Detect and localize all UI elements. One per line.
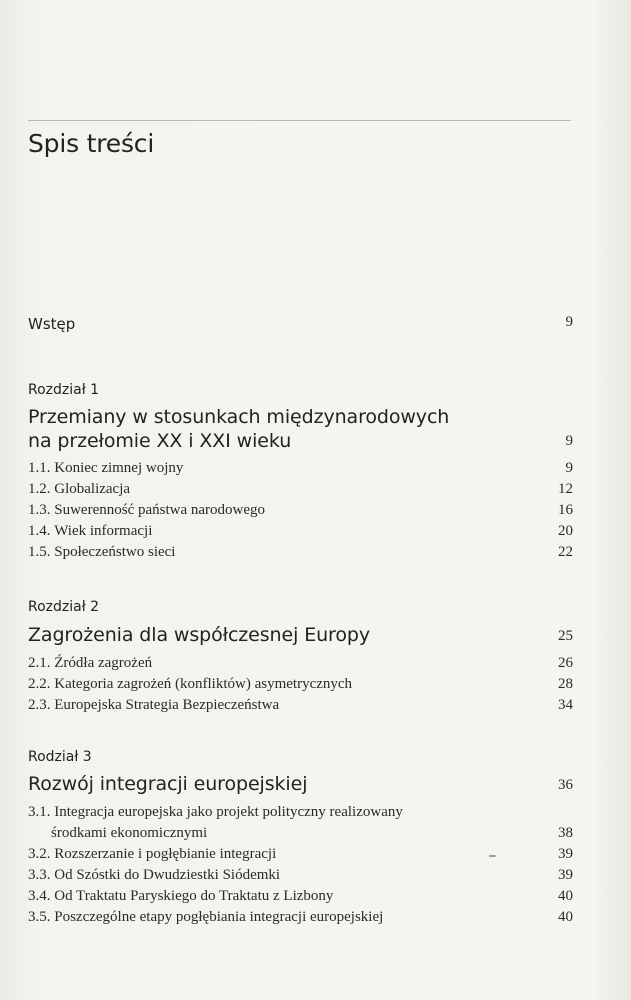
toc-intro-label: Wstęp bbox=[28, 315, 76, 333]
toc-entry-text: Poszczególne etapy pogłębiania integracji europejskiej bbox=[54, 909, 384, 925]
toc-entry-number: 1.5. bbox=[28, 544, 51, 560]
toc-entry-text: Koniec zimnej wojny bbox=[54, 460, 184, 476]
chapter-title-line: Zagrożenia dla współczesnej Europy bbox=[28, 624, 370, 646]
toc-entry-page: 28 bbox=[558, 676, 573, 692]
toc-entry-text: Społeczeństwo sieci bbox=[54, 544, 176, 560]
toc-entry-text: Rozszerzanie i pogłębianie integracji bbox=[54, 846, 277, 862]
chapter-title-line: Przemiany w stosunkach międzynarodowych bbox=[28, 406, 450, 428]
toc-entry-page: 26 bbox=[558, 655, 573, 671]
toc-entry-number: 3.2. bbox=[28, 846, 51, 862]
toc-entry bbox=[28, 502, 265, 519]
toc-entry-number: 2.2. bbox=[28, 676, 51, 692]
toc-entry bbox=[28, 867, 280, 884]
toc-entry bbox=[28, 697, 279, 714]
chapter-page: 25 bbox=[558, 628, 573, 644]
toc-entry-page: 12 bbox=[558, 481, 573, 497]
toc-entry bbox=[28, 804, 403, 821]
toc-entry-number: 1.4. bbox=[28, 523, 51, 539]
toc-entry bbox=[28, 523, 152, 540]
toc-entry-page: 38 bbox=[558, 825, 573, 841]
toc-entry-number: 3.5. bbox=[28, 909, 51, 925]
toc-entry-text: Globalizacja bbox=[54, 481, 131, 497]
print-speck bbox=[489, 855, 496, 857]
toc-entry-text: Europejska Strategia Bezpieczeństwa bbox=[54, 697, 280, 713]
toc-entry bbox=[28, 888, 333, 905]
toc-intro-page: 9 bbox=[565, 314, 573, 330]
chapter-label: Rodział 3 bbox=[28, 749, 92, 765]
toc-entry-page: 16 bbox=[558, 502, 573, 518]
toc-entry-text: Integracja europejska jako projekt polityczny realizowany bbox=[54, 804, 403, 820]
toc-entry-page: 40 bbox=[558, 888, 573, 904]
toc-entry-text: Od Szóstki do Dwudziestki Siódemki bbox=[54, 867, 281, 883]
toc-entry-page: 39 bbox=[558, 846, 573, 862]
toc-entry-page: 34 bbox=[558, 697, 573, 713]
toc-entry-text: Źródła zagrożeń bbox=[54, 655, 153, 671]
toc-entry bbox=[28, 481, 130, 498]
toc-entry-page: 40 bbox=[558, 909, 573, 925]
toc-entry-page: 22 bbox=[558, 544, 573, 560]
toc-entry-number: 1.3. bbox=[28, 502, 51, 518]
page-title: Spis treści bbox=[28, 129, 155, 158]
toc-entry-number: 3.1. bbox=[28, 804, 51, 820]
chapter-page: 36 bbox=[558, 777, 573, 793]
toc-entry bbox=[28, 676, 352, 693]
toc-entry bbox=[28, 846, 276, 863]
toc-entry-number: 1.1. bbox=[28, 460, 51, 476]
toc-entry-page: 39 bbox=[558, 867, 573, 883]
top-rule bbox=[28, 120, 571, 121]
toc-entry-text: Od Traktatu Paryskiego do Traktatu z Lizbony bbox=[54, 888, 334, 904]
toc-entry bbox=[28, 460, 183, 477]
toc-entry-text: Wiek informacji bbox=[54, 523, 153, 539]
toc-entry-text: Kategoria zagrożeń (konfliktów) asymetrycznych bbox=[54, 676, 353, 692]
toc-entry bbox=[28, 909, 383, 926]
toc-entry-number: 3.4. bbox=[28, 888, 51, 904]
toc-entry-number: 3.3. bbox=[28, 867, 51, 883]
toc-entry-number: 1.2. bbox=[28, 481, 51, 497]
toc-entry-page: 9 bbox=[565, 460, 573, 476]
chapter-title-line: Rozwój integracji europejskiej bbox=[28, 773, 308, 795]
chapter-label: Rozdział 2 bbox=[28, 599, 100, 615]
toc-entry-text: Suwerenność państwa narodowego bbox=[54, 502, 266, 518]
toc-entry-number: 2.3. bbox=[28, 697, 51, 713]
toc-entry-continuation: środkami ekonomicznymi bbox=[51, 825, 208, 841]
chapter-page: 9 bbox=[565, 433, 573, 449]
toc-entry bbox=[28, 544, 175, 561]
toc-entry-page: 20 bbox=[558, 523, 573, 539]
toc-entry-number: 2.1. bbox=[28, 655, 51, 671]
chapter-title-line: na przełomie XX i XXI wieku bbox=[28, 430, 292, 452]
chapter-label: Rozdział 1 bbox=[28, 382, 100, 398]
toc-entry bbox=[28, 655, 152, 672]
